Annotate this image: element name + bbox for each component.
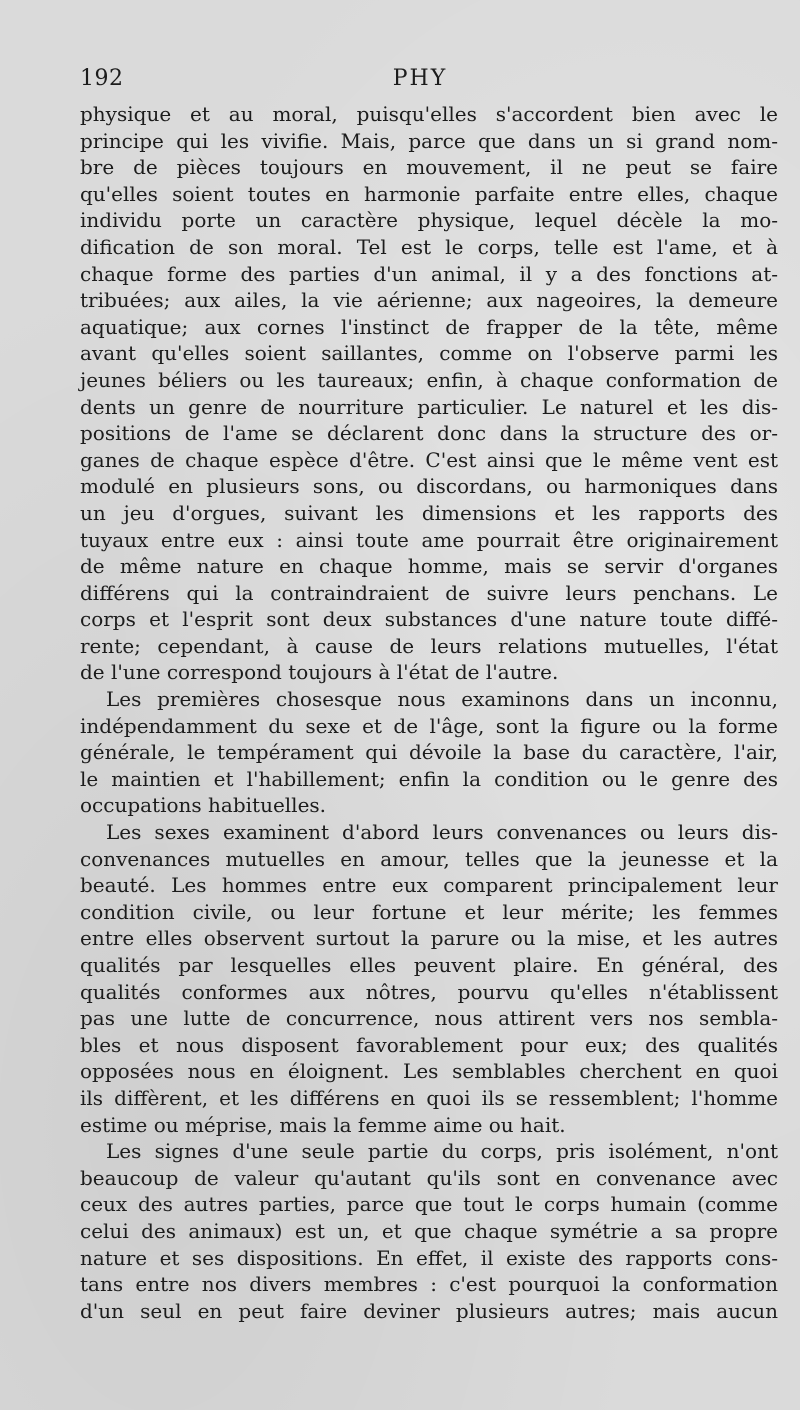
text-line: bre de pièces toujours en mouvement, il ne peut se faire [80,155,778,180]
text-line: Les signes d'une seule partie du corps, pris isolément, n'ont [106,1139,778,1164]
text-line: rente; cependant, à cause de leurs relations mutuelles, l'état [80,633,778,658]
text-line: tribuées; aux ailes, la vie aérienne; aux nageoires, la demeure [80,288,778,313]
text-line: physique et au moral, puisqu'elles s'accordent bien avec le [80,102,778,126]
text-line: pas une lutte de concurrence, nous attirent vers nos sembla- [80,1006,778,1031]
text-line: principe qui les vivifie. Mais, parce que dans un si grand nom- [80,128,778,153]
text-line: tuyaux entre eux : ainsi toute ame pourrait être originairement [80,527,778,552]
text-line: modulé en plusieurs sons, ou discordans, ou harmoniques dans [80,474,778,499]
text-line: corps et l'esprit sont deux substances d'une nature toute diffé- [80,607,778,632]
text-line: ils diffèrent, et les différens en quoi ils se ressemblent; l'homme [80,1085,778,1110]
text-line: le maintien et l'habillement; enfin la condition ou le genre des [80,766,778,791]
text-line: aquatique; aux cornes l'instinct de frapper de la tête, même [80,314,778,339]
text-line: dification de son moral. Tel est le corps, telle est l'ame, et à [80,234,778,259]
text-line: qualités conformes aux nôtres, pourvu qu'elles n'établissent [80,979,778,1004]
text-line: Les sexes examinent d'abord leurs convenances ou leurs dis- [106,820,778,845]
text-line: convenances mutuelles en amour, telles que la jeunesse et la [80,846,778,871]
text-line: bles et nous disposent favorablement pour eux; des qualités [80,1032,778,1057]
text-line: qu'elles soient toutes en harmonie parfaite entre elles, chaque [80,181,778,206]
page-number: 192 [80,66,124,91]
text-line: générale, le tempérament qui dévoile la base du caractère, l'air, [80,740,778,765]
text-line: estime ou méprise, mais la femme aime ou hait. [80,1112,566,1137]
text-line: de même nature en chaque homme, mais se servir d'organes [80,554,778,579]
text-line: différens qui la contraindraient de suivre leurs penchans. Le [80,580,778,605]
text-line: dents un genre de nourriture particulier. Le naturel et les dis- [80,394,778,419]
text-line: avant qu'elles soient saillantes, comme on l'observe parmi les [80,341,778,366]
text-line: occupations habituelles. [80,793,327,818]
text-line: nature et ses dispositions. En effet, il existe des rapports cons- [80,1245,778,1270]
text-line: beaucoup de valeur qu'autant qu'ils sont en convenance avec [80,1165,778,1190]
text-line: indépendamment du sexe et de l'âge, sont la figure ou la forme [80,713,778,738]
text-line: Les premières chosesque nous examinons dans un inconnu, [106,687,778,712]
body-text [80,101,778,1324]
text-line: qualités par lesquelles elles peuvent plaire. En général, des [80,953,778,977]
text-line: ganes de chaque espèce d'être. C'est ainsi que le même vent est [80,447,778,472]
text-line: entre elles observent surtout la parure ou la mise, et les autres [80,926,778,951]
text-line: ceux des autres parties, parce que tout le corps humain (comme [80,1192,778,1217]
text-line: de l'une correspond toujours à l'état de l'autre. [80,660,559,685]
text-line: tans entre nos divers membres : c'est pourquoi la conformation [80,1272,778,1297]
running-title: PHY [392,66,448,91]
text-line: un jeu d'orgues, suivant les dimensions et les rapports des [80,500,778,525]
text-line: celui des animaux) est un, et que chaque symétrie a sa propre [80,1218,778,1243]
text-line: opposées nous en éloignent. Les semblables cherchent en quoi [80,1059,778,1084]
text-line: d'un seul en peut faire deviner plusieurs autres; mais aucun [80,1298,778,1323]
text-line: positions de l'ame se déclarent donc dans la structure des or- [80,421,778,446]
text-line: beauté. Les hommes entre eux comparent principalement leur [80,873,778,898]
text-line: jeunes béliers ou les taureaux; enfin, à chaque conformation de [80,367,778,392]
text-line: chaque forme des parties d'un animal, il y a des fonctions at- [80,261,778,286]
text-line: individu porte un caractère physique, lequel décèle la mo- [80,208,778,233]
text-line: condition civile, ou leur fortune et leur mérite; les femmes [80,899,778,924]
running-head [80,66,760,96]
